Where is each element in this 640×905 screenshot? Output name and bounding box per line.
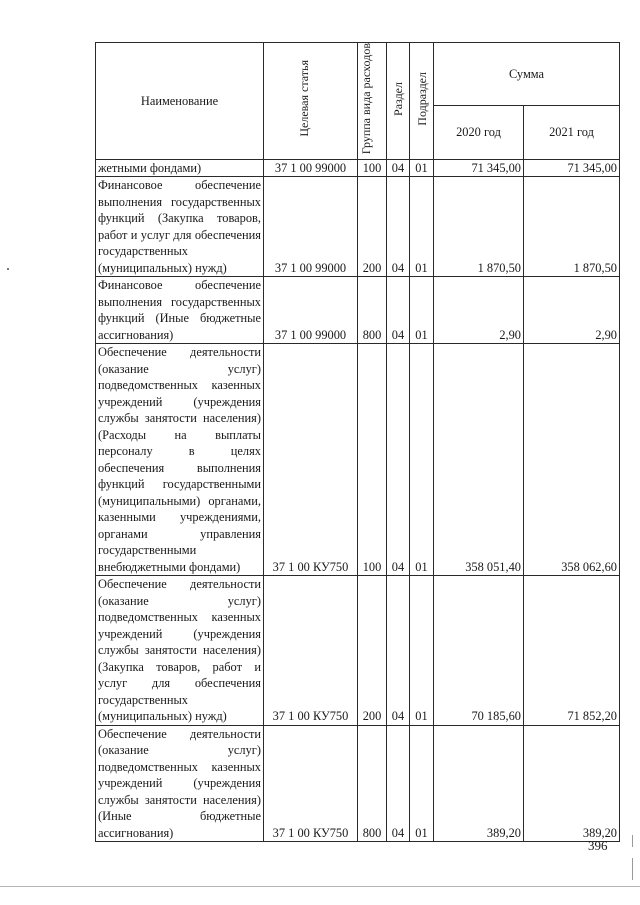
table-row <box>96 344 620 576</box>
row-name: жетными фондами) <box>96 159 264 177</box>
row-amount-2021: 2,90 <box>524 277 620 344</box>
header-section <box>387 43 410 160</box>
budget-table <box>95 42 620 842</box>
row-subsection: 01 <box>410 576 434 726</box>
row-amount-2020: 358 051,40 <box>434 344 524 576</box>
row-subsection: 01 <box>410 725 434 842</box>
header-target-article-text: Целевая статья <box>296 60 311 137</box>
scan-edge-mark <box>632 835 633 847</box>
table-row <box>96 725 620 842</box>
table-row <box>96 576 620 726</box>
row-amount-2020: 2,90 <box>434 277 524 344</box>
row-amount-2020: 71 345,00 <box>434 159 524 177</box>
row-amount-2020: 389,20 <box>434 725 524 842</box>
row-expense-group: 200 <box>358 177 387 277</box>
scan-bottom-line <box>0 886 640 887</box>
header-section-text: Раздел <box>391 81 405 116</box>
row-expense-group: 100 <box>358 159 387 177</box>
header-subsection <box>410 43 434 160</box>
row-amount-2020: 70 185,60 <box>434 576 524 726</box>
row-target-article: 37 1 00 КУ750 <box>264 725 358 842</box>
row-name: Обеспечение деятельности (оказание услуг) подведомственных казенных учреждений (учреждения службы занятости населения) (Иные бюджетные ассигнования) <box>96 725 264 842</box>
header-amount: Сумма <box>434 43 620 106</box>
row-subsection: 01 <box>410 344 434 576</box>
row-target-article: 37 1 00 КУ750 <box>264 576 358 726</box>
row-target-article: 37 1 00 99000 <box>264 177 358 277</box>
row-target-article: 37 1 00 99000 <box>264 159 358 177</box>
row-name: Финансовое обеспечение выполнения государственных функций (Иные бюджетные ассигнования) <box>96 277 264 344</box>
row-name: Финансовое обеспечение выполнения государственных функций (Закупка товаров, работ и услуг для обеспечения государственных (муниципальных) нужд) <box>96 177 264 277</box>
row-amount-2021: 389,20 <box>524 725 620 842</box>
header-expense-group-text: Группа вида расходов <box>359 43 373 155</box>
header-expense-group <box>358 43 387 160</box>
table-row <box>96 277 620 344</box>
row-expense-group: 100 <box>358 344 387 576</box>
row-section: 04 <box>387 159 410 177</box>
header-name: Наименование <box>96 43 264 160</box>
row-section: 04 <box>387 277 410 344</box>
table-row <box>96 159 620 177</box>
row-section: 04 <box>387 725 410 842</box>
row-expense-group: 800 <box>358 725 387 842</box>
row-amount-2021: 71 345,00 <box>524 159 620 177</box>
header-target-article <box>264 43 358 160</box>
scan-edge-mark <box>632 858 633 880</box>
row-subsection: 01 <box>410 159 434 177</box>
header-year-2021: 2021 год <box>524 106 620 160</box>
row-section: 04 <box>387 576 410 726</box>
page-number: 396 <box>588 838 608 853</box>
row-target-article: 37 1 00 КУ750 <box>264 344 358 576</box>
row-subsection: 01 <box>410 177 434 277</box>
row-subsection: 01 <box>410 277 434 344</box>
row-name: Обеспечение деятельности (оказание услуг) подведомственных казенных учреждений (учреждения службы занятости населения) (Расходы на выплаты персоналу в целях обеспечения выполнения функций государственными (муниципальными) органами, казенными учреждениями, органами управления государственными внебюджетными фондами) <box>96 344 264 576</box>
header-year-2020: 2020 год <box>434 106 524 160</box>
scan-speck <box>7 268 9 270</box>
table-row <box>96 177 620 277</box>
row-amount-2020: 1 870,50 <box>434 177 524 277</box>
row-section: 04 <box>387 177 410 277</box>
row-expense-group: 800 <box>358 277 387 344</box>
row-target-article: 37 1 00 99000 <box>264 277 358 344</box>
row-amount-2021: 71 852,20 <box>524 576 620 726</box>
row-name: Обеспечение деятельности (оказание услуг) подведомственных казенных учреждений (учреждения службы занятости населения) (Закупка товаров, работ и услуг для обеспечения государственных (муниципальных) нужд) <box>96 576 264 726</box>
row-section: 04 <box>387 344 410 576</box>
row-amount-2021: 1 870,50 <box>524 177 620 277</box>
header-subsection-text: Подраздел <box>414 71 429 126</box>
row-amount-2021: 358 062,60 <box>524 344 620 576</box>
row-expense-group: 200 <box>358 576 387 726</box>
